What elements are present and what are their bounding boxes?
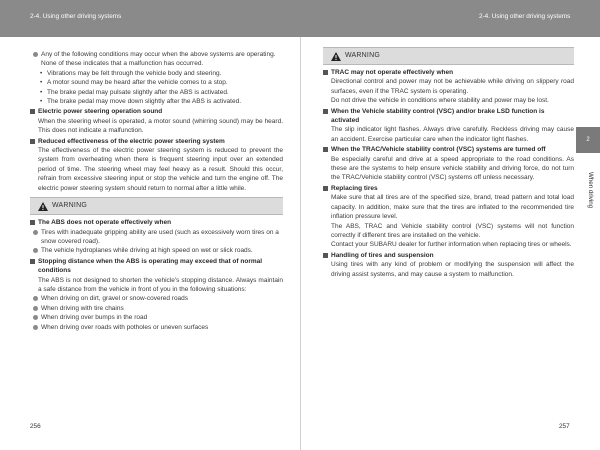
stopping-item: When driving over roads with potholes or uneven surfaces <box>30 323 283 332</box>
condition-item: • A motor sound may be heard after the vehicle comes to a stop. <box>30 78 283 87</box>
abs-item: Tires with inadequate gripping ability are used (such as excessively worn tires on a snow covered road). <box>30 228 283 247</box>
tires-suspension-text: Using tires with any kind of problem or modifying the suspension will affect the driving assist systems, and may cause a system to malfunction. <box>331 261 574 278</box>
left-page <box>30 50 283 332</box>
left-page-number: 256 <box>30 423 41 430</box>
warning-bar <box>30 197 283 215</box>
warning-label: WARNING <box>345 52 380 60</box>
stopping-text: The ABS is not designed to shorten the vehicle's stopping distance. Always maintain a safe distance from the vehicle in front of you in the following situations: <box>38 276 283 293</box>
eps-reduced-heading: Reduced effectiveness of the electric power steering system <box>30 137 283 146</box>
chapter-label: When driving <box>587 172 594 209</box>
condition-item: • The brake pedal may move down slightly after the ABS is activated. <box>30 97 283 106</box>
trac-text: Directional control and power may not be achievable while driving on slippery road surfaces, even if the TRAC system is operating. <box>331 78 574 95</box>
eps-reduced-text: The effectiveness of the electric power steering system is reduced to prevent the system from overheating when there is frequent steering input over an extended period of time. The steering wheel may feel heavy as a result. Should this occur, refrain from excessive steering input or stop the vehicle and turn the engine off. The electric power steering system should return to normal after a little while. <box>38 147 283 192</box>
warning-triangle-icon <box>331 52 341 61</box>
warning-bar <box>323 47 574 65</box>
warning-triangle-icon <box>38 202 48 211</box>
stopping-item: When driving over bumps in the road <box>30 313 283 322</box>
right-page-number: 257 <box>559 423 570 430</box>
condition-item: • The brake pedal may pulsate slightly after the ABS is activated. <box>30 88 283 97</box>
stopping-item: When driving on dirt, gravel or snow-covered roads <box>30 294 283 303</box>
replacing-tires-text: The ABS, TRAC and Vehicle stability control (VSC) systems will not function correctly if different tires are installed on the vehicle. <box>331 222 574 239</box>
page-gutter <box>300 37 301 450</box>
vsc-activated-heading: When the Vehicle stability control (VSC) and/or brake LSD function is activated <box>323 107 574 126</box>
left-header-title: 2-4. Using other driving systems <box>30 13 122 20</box>
vsc-off-heading: When the TRAC/Vehicle stability control (VSC) systems are turned off <box>323 145 574 154</box>
vsc-off-text: Be especially careful and drive at a speed appropriate to the road conditions. As these are the systems to help ensure vehicle stability and driving force, do not turn the TRAC/Vehicle stability control (VSC) systems off unless necessary. <box>331 155 574 182</box>
intro-paragraph: Any of the following conditions may occur when the above systems are operating. None of these indicates that a malfunction has occurred. <box>30 50 283 69</box>
trac-heading: TRAC may not operate effectively when <box>323 68 574 77</box>
stopping-item: When driving with tire chains <box>30 304 283 313</box>
chapter-tab: 2 <box>576 127 600 153</box>
abs-heading: The ABS does not operate effectively when <box>30 218 283 227</box>
replacing-tires-text: Contact your SUBARU dealer for further information when replacing tires or wheels. <box>331 241 572 249</box>
stopping-heading: Stopping distance when the ABS is operating may exceed that of normal conditions <box>30 257 283 276</box>
eps-sound-text: When the steering wheel is operated, a motor sound (whirring sound) may be heard. This does not indicate a malfunction. <box>38 117 283 135</box>
right-warning-box <box>323 47 574 279</box>
left-warning-box <box>30 197 283 332</box>
replacing-tires-text: Make sure that all tires are of the specified size, brand, tread pattern and total load capacity. In addition, make sure that the tires are inflated to the recommended tire inflation pressure level. <box>331 194 574 221</box>
right-header-title: 2-4. Using other driving systems <box>479 13 571 20</box>
tires-suspension-heading: Handling of tires and suspension <box>323 251 574 260</box>
page-header-bar <box>0 0 600 37</box>
abs-item: The vehicle hydroplanes while driving at high speed on wet or slick roads. <box>30 246 283 255</box>
condition-item: • Vibrations may be felt through the vehicle body and steering. <box>30 69 283 78</box>
eps-sound-heading: Electric power steering operation sound <box>30 107 283 116</box>
warning-label: WARNING <box>52 202 87 210</box>
vsc-activated-text: The slip indicator light flashes. Always drive carefully. Reckless driving may cause an accident. Exercise particular care when the indicator light flashes. <box>331 126 574 143</box>
right-page <box>323 47 574 279</box>
trac-text: Do not drive the vehicle in conditions where stability and power may be lost. <box>331 97 549 105</box>
replacing-tires-heading: Replacing tires <box>323 184 574 193</box>
